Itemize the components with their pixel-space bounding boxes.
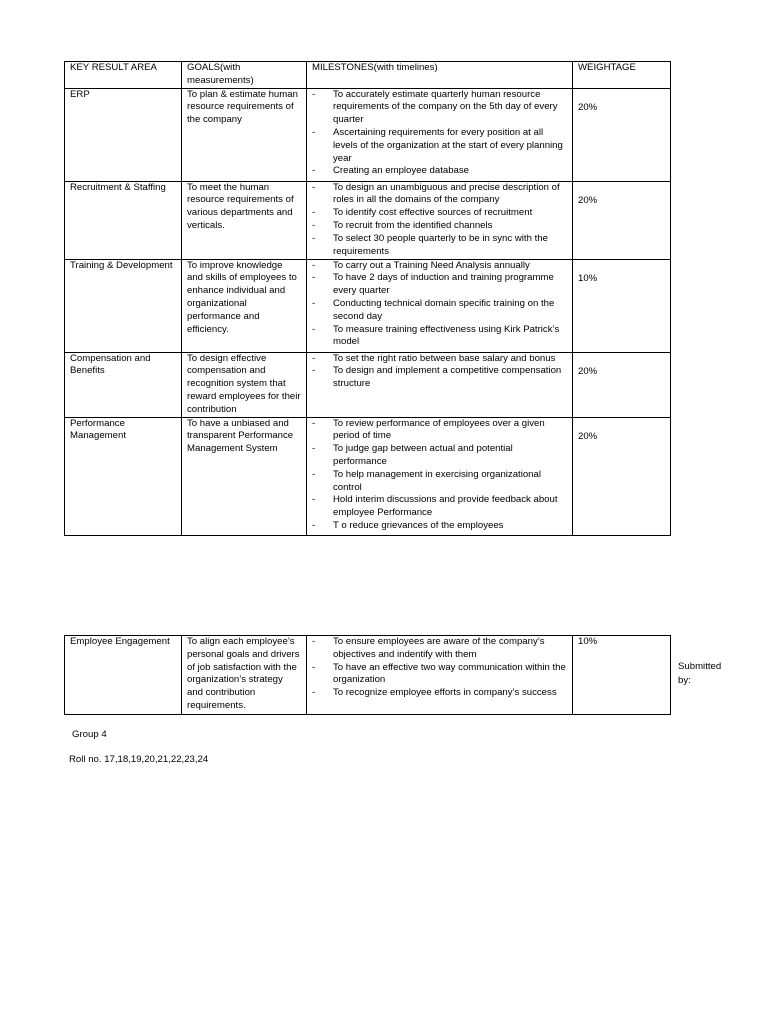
milestone-item: - To set the right ratio between base salary and bonus [312,353,567,366]
milestone-item: - To design and implement a competitive compensation structure [312,365,567,391]
row-weightage-cell [573,181,671,259]
row-weightage: 20% [578,101,598,113]
milestone-item: - To accurately estimate quarterly human resource requirements of the company on the 5th day of every quarter [312,89,567,127]
header-milestones: MILESTONES(with timelines) [307,62,573,89]
milestone-item: - To help management in exercising organizational control [312,469,567,495]
row-weightage-cell [573,352,671,417]
row-weightage: 20% [578,365,598,377]
row-area: Training & Development [65,259,182,352]
milestone-item: - Hold interim discussions and provide feedback about employee Performance [312,494,567,520]
row-area: Performance Management [65,417,182,535]
row-goal: To improve knowledge and skills of employees to enhance individual and organizational performance and efficiency. [182,259,307,352]
header-weightage: WEIGHTAGE [573,62,671,89]
row-area: Recruitment & Staffing [65,181,182,259]
kra-table-continued [64,635,671,715]
row-milestones [307,636,573,715]
row-area: Compensation and Benefits [65,352,182,417]
header-goals: GOALS(with measurements) [182,62,307,89]
row-milestones [307,88,573,181]
milestone-item: - To design an unambiguous and precise description of roles in all the domains of the company [312,182,567,208]
table-header-row [65,62,671,89]
group-label: Group 4 [72,729,107,740]
milestone-item: - To recognize employee efforts in company’s success [312,687,567,700]
table-row [65,88,671,181]
row-weightage-cell [573,636,671,715]
milestone-item: - To have an effective two way communication within the organization [312,662,567,688]
row-weightage-cell [573,259,671,352]
milestone-item: - To select 30 people quarterly to be in sync with the requirements [312,233,567,259]
row-milestones [307,417,573,535]
row-area: Employee Engagement [65,636,182,715]
milestone-item: - To carry out a Training Need Analysis annually [312,260,567,273]
row-weightage: 20% [578,194,598,206]
milestone-item: - To ensure employees are aware of the company’s objectives and indentify with them [312,636,567,662]
row-weightage: 10% [578,272,598,284]
table-row [65,181,671,259]
row-milestones [307,259,573,352]
milestone-item: - To review performance of employees over a given period of time [312,418,567,444]
kra-table [64,61,671,536]
row-weightage-cell [573,417,671,535]
milestone-item: - To recruit from the identified channels [312,220,567,233]
row-goal: To have a unbiased and transparent Performance Management System [182,417,307,535]
milestone-item: - To measure training effectiveness using Kirk Patrick’s model [312,324,567,350]
table-row [65,417,671,535]
table-row [65,259,671,352]
row-goal: To align each employee’s personal goals and drivers of job satisfaction with the organization’s strategy and contribution requirements. [182,636,307,715]
milestone-item: - To have 2 days of induction and training programme every quarter [312,272,567,298]
milestone-item: - Ascertaining requirements for every position at all levels of the organization at the start of every planning year [312,127,567,165]
roll-numbers: Roll no. 17,18,19,20,21,22,23,24 [69,754,209,765]
row-milestones [307,181,573,259]
milestone-item: - To identify cost effective sources of recruitment [312,207,567,220]
row-weightage: 20% [578,430,598,442]
milestone-item: - Conducting technical domain specific training on the second day [312,298,567,324]
milestone-item: - T o reduce grievances of the employees [312,520,567,533]
table-row [65,352,671,417]
row-goal: To design effective compensation and recognition system that reward employees for their contribution [182,352,307,417]
milestone-item: - Creating an employee database [312,165,567,178]
row-milestones [307,352,573,417]
header-key-result-area: KEY RESULT AREA [65,62,182,89]
row-weightage: 10% [578,636,598,647]
submitted-by-label: Submitted by: [678,661,722,686]
milestone-item: - To judge gap between actual and potential performance [312,443,567,469]
row-area: ERP [65,88,182,181]
table-row [65,636,671,715]
row-weightage-cell [573,88,671,181]
row-goal: To plan & estimate human resource requirements of the company [182,88,307,181]
row-goal: To meet the human resource requirements of various departments and verticals. [182,181,307,259]
